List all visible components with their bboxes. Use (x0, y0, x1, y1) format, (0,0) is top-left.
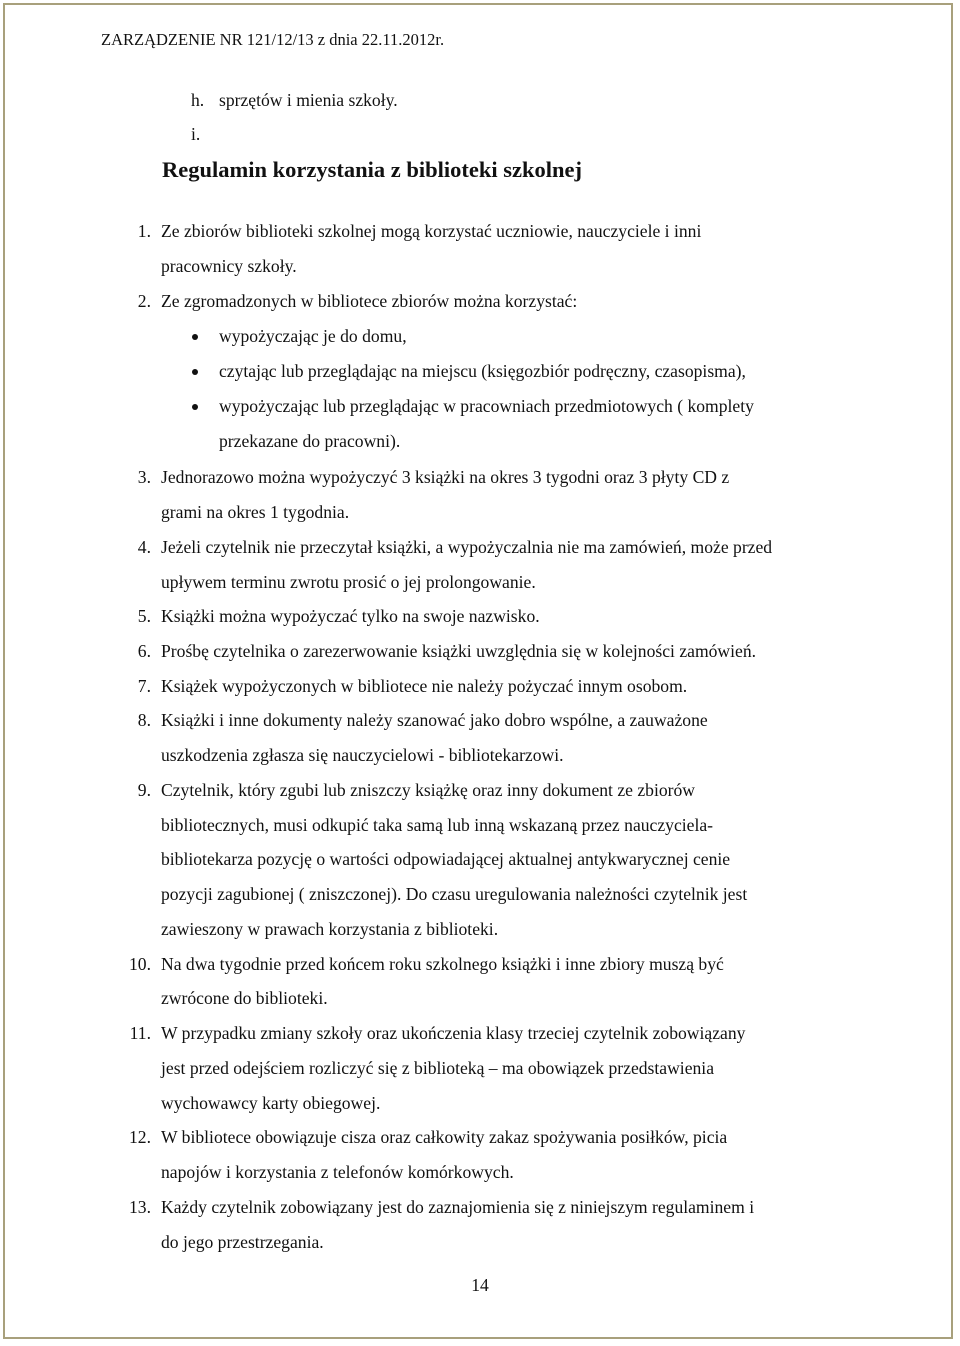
item-number: 6. (137, 641, 151, 661)
item-line: Na dwa tygodnie przed końcem roku szkolnego książki i inne zbiory muszą być (161, 954, 724, 974)
item-line: Książki i inne dokumenty należy szanować jako dobro wspólne, a zauważone (161, 710, 708, 730)
document-header: ZARZĄDZENIE NR 121/12/13 z dnia 22.11.2012r. (101, 30, 445, 49)
page-number: 14 (471, 1275, 489, 1295)
item-line: Książek wypożyczonych w bibliotece nie należy pożyczać innym osobom. (161, 676, 688, 696)
item-line: Ze zgromadzonych w bibliotece zbiorów można korzystać: (161, 291, 578, 311)
item-number: 7. (137, 676, 151, 696)
bullet-dot-icon (192, 404, 198, 410)
item-line: wychowawcy karty obiegowej. (161, 1093, 381, 1113)
item-line: uszkodzenia zgłasza się nauczycielowi - bibliotekarzowi. (161, 745, 564, 765)
item-number: 8. (137, 710, 151, 730)
list-item-h: sprzętów i mienia szkoły. (219, 90, 398, 110)
item-line: upływem terminu zwrotu prosić o jej prolongowanie. (161, 572, 536, 592)
item-line: napojów i korzystania z telefonów komórkowych. (161, 1162, 514, 1182)
item-number: 9. (137, 780, 151, 800)
item-line: pracownicy szkoły. (161, 256, 297, 276)
bullet-line: przekazane do pracowni). (219, 431, 401, 451)
item-line: Czytelnik, który zgubi lub zniszczy książkę oraz inny dokument ze zbiorów (161, 780, 696, 800)
item-line: bibliotekarza pozycję o wartości odpowiadającej aktualnej antykwarycznej cenie (161, 849, 731, 869)
item-line: W bibliotece obowiązuje cisza oraz całkowity zakaz spożywania posiłków, picia (161, 1127, 728, 1147)
item-line: jest przed odejściem rozliczyć się z biblioteką – ma obowiązek przedstawienia (161, 1058, 715, 1078)
bullet-line: czytając lub przeglądając na miejscu (księgozbiór podręczny, czasopisma), (219, 361, 746, 381)
item-number: 4. (137, 537, 151, 557)
item-line: pozycji zagubionej ( zniszczonej). Do czasu uregulowania należności czytelnik jest (161, 884, 748, 904)
bullet-dot-icon (192, 334, 198, 340)
item-line: Prośbę czytelnika o zarezerwowanie książki uwzględnia się w kolejności zamówień. (161, 641, 757, 661)
list-marker-h: h. (191, 90, 205, 110)
item-number: 5. (137, 606, 151, 626)
page-title: Regulamin korzystania z biblioteki szkolnej (162, 157, 583, 182)
item-line: W przypadku zmiany szkoły oraz ukończenia klasy trzeciej czytelnik zobowiązany (161, 1023, 746, 1043)
item-number: 12. (129, 1127, 151, 1147)
item-line: Jeżeli czytelnik nie przeczytał książki, a wypożyczalnia nie ma zamówień, może przed (161, 537, 773, 557)
item-number: 10. (129, 954, 151, 974)
item-line: Każdy czytelnik zobowiązany jest do zaznajomienia się z niniejszym regulaminem i (161, 1197, 755, 1217)
bullet-dot-icon (192, 369, 198, 375)
item-number: 1. (137, 221, 151, 241)
item-line: bibliotecznych, musi odkupić taka samą lub inną wskazaną przez nauczyciela- (161, 815, 714, 835)
item-line: zawieszony w prawach korzystania z biblioteki. (161, 919, 499, 939)
item-line: zwrócone do biblioteki. (161, 988, 328, 1008)
bullet-line: wypożyczając lub przeglądając w pracowniach przedmiotowych ( komplety (219, 396, 754, 416)
item-number: 13. (129, 1197, 151, 1217)
item-line: Książki można wypożyczać tylko na swoje nazwisko. (161, 606, 540, 626)
item-number: 3. (137, 467, 151, 487)
item-number: 11. (129, 1023, 151, 1043)
bullet-line: wypożyczając je do domu, (219, 326, 407, 346)
list-marker-i: i. (191, 124, 201, 144)
item-number: 2. (137, 291, 151, 311)
item-line: do jego przestrzegania. (161, 1232, 324, 1252)
item-line: Ze zbiorów biblioteki szkolnej mogą korzystać uczniowie, nauczyciele i inni (161, 221, 702, 241)
item-line: Jednorazowo można wypożyczyć 3 książki na okres 3 tygodni oraz 3 płyty CD z (161, 467, 730, 487)
item-line: grami na okres 1 tygodnia. (161, 502, 350, 522)
